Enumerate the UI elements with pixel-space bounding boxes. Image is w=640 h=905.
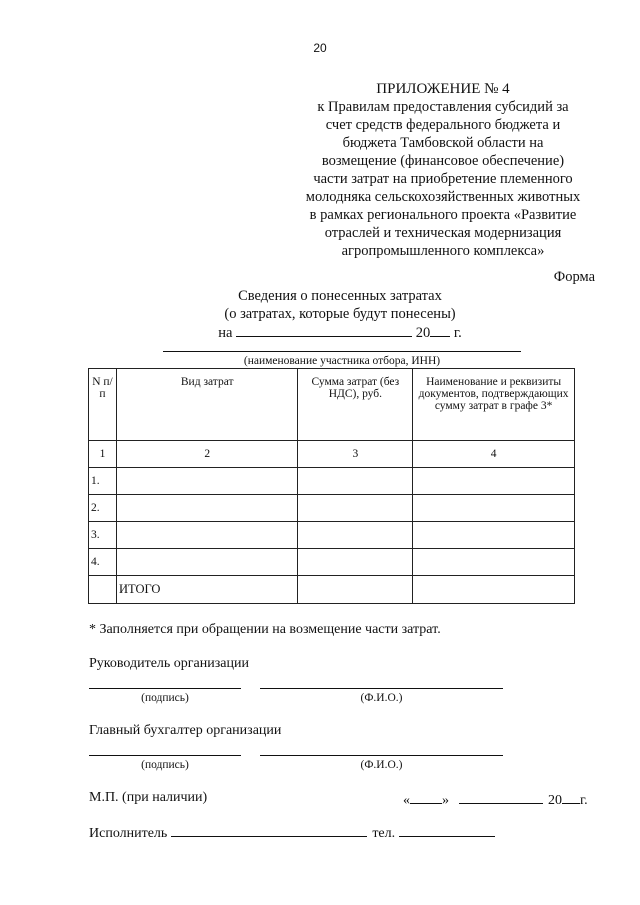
heading-date-blank[interactable]	[236, 323, 412, 337]
appendix-line: агропромышленного комплекса»	[341, 243, 545, 259]
column-number: 2	[116, 441, 298, 468]
header-text: Вид затрат	[180, 376, 234, 388]
accountant-name-line[interactable]	[260, 755, 503, 756]
quote-open: «	[403, 793, 410, 808]
appendix-line: счет средств федерального бюджета и	[325, 117, 561, 133]
heading-date-line	[150, 323, 530, 342]
row-number: 1.	[89, 468, 117, 495]
amount-cell[interactable]	[298, 522, 413, 549]
row-number: 2.	[89, 495, 117, 522]
head-name-caption: (Ф.И.О.)	[360, 692, 403, 704]
phone-label: тел.	[372, 826, 396, 841]
accountant-signature-caption: (подпись)	[141, 759, 189, 771]
chief-accountant-title: Главный бухгалтер организации	[89, 723, 282, 738]
participant-caption: (наименование участника отбора, ИНН)	[243, 355, 441, 367]
header-cell-documents	[413, 369, 575, 441]
heading-line-1: Сведения о понесенных затратах	[238, 288, 442, 304]
executor-label: Исполнитель	[89, 826, 168, 841]
header-cell-cost-type	[116, 369, 298, 441]
header-text: Наименование и реквизиты документов, подтверждающих сумму затрат в графе 3*	[418, 376, 569, 412]
accountant-signature-line[interactable]	[89, 755, 241, 756]
row-number: 4.	[89, 549, 117, 576]
stamp-year-prefix: 20	[548, 793, 562, 808]
total-row	[89, 576, 575, 604]
column-number: 4	[413, 441, 575, 468]
participant-name-line[interactable]	[163, 351, 521, 352]
stamp-year-blank[interactable]	[562, 790, 580, 804]
table-row	[89, 549, 575, 576]
appendix-line: части затрат на приобретение племенного	[313, 171, 573, 187]
column-number: 1	[89, 441, 117, 468]
head-of-org-title: Руководитель организации	[89, 656, 249, 671]
total-label: ИТОГО	[116, 576, 298, 604]
month-blank[interactable]	[459, 790, 543, 804]
footnote: * Заполняется при обращении на возмещение части затрат.	[89, 622, 441, 637]
cost-type-cell[interactable]	[116, 468, 298, 495]
documents-cell[interactable]	[413, 468, 575, 495]
heading-year-blank[interactable]	[430, 323, 450, 337]
appendix-line: возмещение (финансовое обеспечение)	[321, 153, 565, 169]
amount-cell[interactable]	[298, 549, 413, 576]
header-cell-number	[89, 369, 117, 441]
table-row	[89, 522, 575, 549]
column-number-row	[89, 441, 575, 468]
head-signature-line[interactable]	[89, 688, 241, 689]
form-heading	[150, 287, 530, 342]
cost-type-cell[interactable]	[116, 495, 298, 522]
total-documents-cell[interactable]	[413, 576, 575, 604]
accountant-name-caption: (Ф.И.О.)	[360, 759, 403, 771]
quote-close: »	[442, 793, 449, 808]
cost-type-cell[interactable]	[116, 522, 298, 549]
total-number-cell	[89, 576, 117, 604]
appendix-title: ПРИЛОЖЕНИЕ № 4	[376, 81, 510, 97]
total-amount-cell[interactable]	[298, 576, 413, 604]
cost-type-cell[interactable]	[116, 549, 298, 576]
stamp-date	[403, 790, 588, 809]
column-number: 3	[298, 441, 413, 468]
head-signature-caption: (подпись)	[141, 692, 189, 704]
head-name-line[interactable]	[260, 688, 503, 689]
heading-year-prefix: 20	[415, 325, 431, 341]
form-label: Форма	[553, 269, 595, 285]
appendix-header	[283, 80, 603, 260]
day-blank[interactable]	[410, 790, 442, 804]
header-cell-amount	[298, 369, 413, 441]
documents-cell[interactable]	[413, 549, 575, 576]
table-row	[89, 468, 575, 495]
costs-table	[88, 368, 575, 604]
heading-on-prefix: на	[218, 325, 233, 341]
table-header-row	[89, 369, 575, 441]
heading-line-2: (о затратах, которые будут понесены)	[224, 306, 456, 322]
executor-name-blank[interactable]	[171, 823, 367, 837]
stamp-year-suffix: г.	[580, 793, 588, 808]
appendix-line: бюджета Тамбовской области на	[342, 135, 544, 151]
heading-year-suffix: г.	[453, 325, 462, 341]
phone-blank[interactable]	[399, 823, 495, 837]
amount-cell[interactable]	[298, 495, 413, 522]
stamp-label: М.П. (при наличии)	[89, 790, 208, 805]
executor-line	[89, 823, 495, 842]
header-text: Сумма затрат (без НДС), руб.	[311, 376, 400, 400]
documents-cell[interactable]	[413, 522, 575, 549]
appendix-line: к Правилам предоставления субсидий за	[317, 99, 569, 115]
appendix-line: в рамках регионального проекта «Развитие	[309, 207, 577, 223]
appendix-line: отраслей и техническая модернизация	[324, 225, 562, 241]
amount-cell[interactable]	[298, 468, 413, 495]
appendix-line: молодняка сельскохозяйственных животных	[305, 189, 581, 205]
row-number: 3.	[89, 522, 117, 549]
page-number: 20	[313, 41, 327, 55]
header-text: N п/п	[92, 376, 113, 400]
documents-cell[interactable]	[413, 495, 575, 522]
table-row	[89, 495, 575, 522]
